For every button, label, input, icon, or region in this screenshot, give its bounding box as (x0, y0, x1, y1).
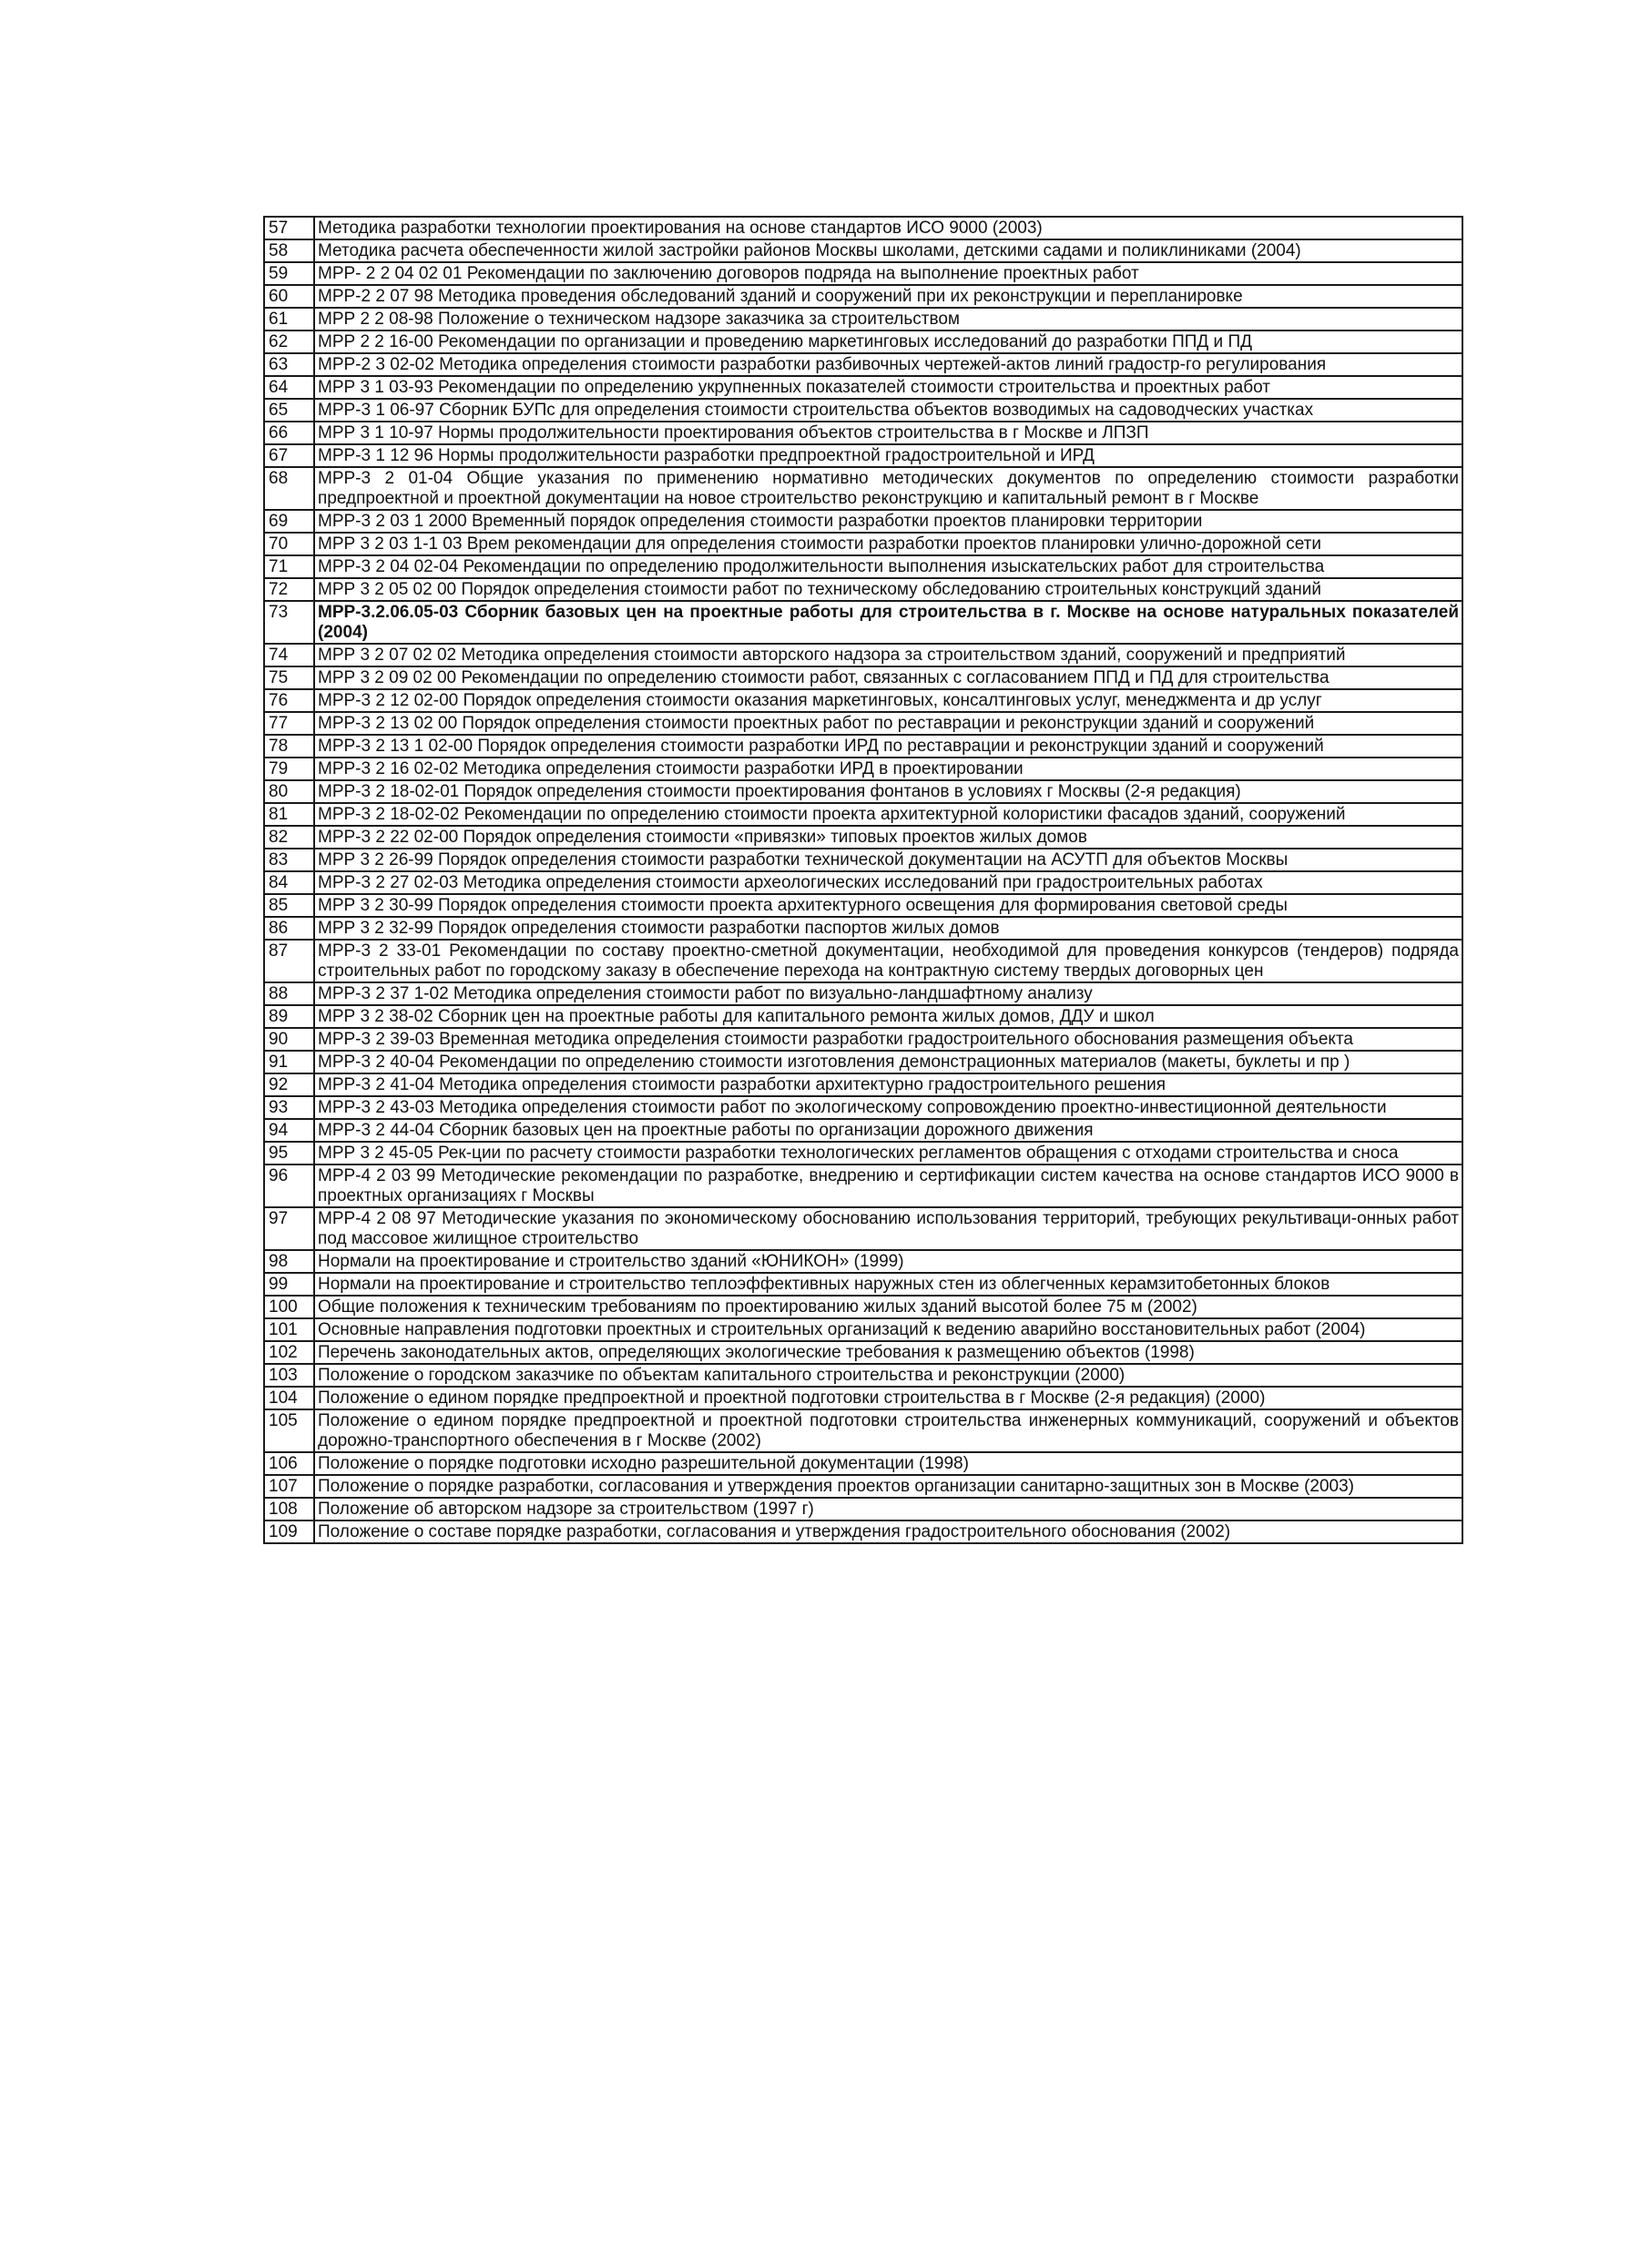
table-row (264, 510, 1462, 533)
row-number: 90 (264, 1028, 314, 1051)
table-row (264, 285, 1462, 308)
row-number: 101 (264, 1318, 314, 1341)
row-number: 98 (264, 1250, 314, 1273)
row-number: 75 (264, 666, 314, 689)
row-number: 65 (264, 399, 314, 422)
document-title: МРР 3 2 09 02 00 Рекомендации по определению стоимости работ, связанных с согласованием ППД и ПД для строительства (314, 666, 1462, 689)
table-row (264, 780, 1462, 803)
row-number: 60 (264, 285, 314, 308)
row-number: 72 (264, 578, 314, 601)
document-title: МРР-4 2 03 99 Методические рекомендации по разработке, внедрению и сертификации систем качества на основе стандартов ИСО 9000 в проектных организациях г Москвы (314, 1165, 1462, 1207)
table-row (264, 376, 1462, 399)
row-number: 59 (264, 262, 314, 285)
table-row (264, 555, 1462, 578)
table-row (264, 1096, 1462, 1119)
document-title: МРР-3 2 12 02-00 Порядок определения стоимости оказания маркетинговых, консалтинговых услуг, менеджмента и др услуг (314, 689, 1462, 712)
table-row (264, 712, 1462, 735)
document-title: Положение о порядке разработки, согласования и утверждения проектов организации санитарно-защитных зон в Москве (2003) (314, 1475, 1462, 1498)
document-title: МРР-3 2 13 1 02-00 Порядок определения стоимости разработки ИРД по реставрации и реконструкции зданий и сооружений (314, 735, 1462, 758)
row-number: 58 (264, 239, 314, 262)
document-title: МРР-2 2 07 98 Методика проведения обследований зданий и сооружений при их реконструкции и перепланировке (314, 285, 1462, 308)
table-row (264, 689, 1462, 712)
row-number: 94 (264, 1119, 314, 1142)
table-row (264, 1452, 1462, 1475)
documents-table-body (264, 217, 1462, 1543)
table-row (264, 262, 1462, 285)
table-row (264, 533, 1462, 555)
documents-table (263, 216, 1463, 1544)
table-row (264, 1498, 1462, 1520)
table-row (264, 849, 1462, 871)
table-row (264, 1409, 1462, 1452)
row-number: 92 (264, 1073, 314, 1096)
table-row (264, 1028, 1462, 1051)
row-number: 74 (264, 644, 314, 666)
table-row (264, 467, 1462, 510)
document-title: Положение о едином порядке предпроектной и проектной подготовки строительства в г Москве (2-я редакция) (2000) (314, 1387, 1462, 1409)
document-title: МРР-3 2 44-04 Сборник базовых цен на проектные работы по организации дорожного движения (314, 1119, 1462, 1142)
table-row (264, 917, 1462, 940)
table-row (264, 1250, 1462, 1273)
row-number: 97 (264, 1207, 314, 1250)
table-row (264, 239, 1462, 262)
table-row (264, 1165, 1462, 1207)
document-title: МРР-3 2 18-02-01 Порядок определения стоимости проектирования фонтанов в условиях г Москвы (2-я редакция) (314, 780, 1462, 803)
row-number: 87 (264, 940, 314, 982)
document-title: МРР-3 2 41-04 Методика определения стоимости разработки архитектурно градостроительного решения (314, 1073, 1462, 1096)
table-row (264, 1475, 1462, 1498)
document-title: МРР-3 2 03 1 2000 Временный порядок определения стоимости разработки проектов планировки территории (314, 510, 1462, 533)
row-number: 86 (264, 917, 314, 940)
row-number: 76 (264, 689, 314, 712)
document-title: Общие положения к техническим требованиям по проектированию жилых зданий высотой более 75 м (2002) (314, 1296, 1462, 1318)
row-number: 102 (264, 1341, 314, 1364)
document-title: МРР 2 2 08-98 Положение о техническом надзоре заказчика за строительством (314, 308, 1462, 331)
table-row (264, 871, 1462, 894)
row-number: 57 (264, 217, 314, 239)
row-number: 78 (264, 735, 314, 758)
table-row (264, 578, 1462, 601)
document-title: МРР 3 2 26-99 Порядок определения стоимости разработки технической документации на АСУТП для объектов Москвы (314, 849, 1462, 871)
table-row (264, 940, 1462, 982)
table-row (264, 1207, 1462, 1250)
table-row (264, 1051, 1462, 1073)
table-row (264, 826, 1462, 849)
document-title: МРР-3 2 40-04 Рекомендации по определению стоимости изготовления демонстрационных материалов (макеты, буклеты и пр ) (314, 1051, 1462, 1073)
row-number: 107 (264, 1475, 314, 1498)
row-number: 85 (264, 894, 314, 917)
document-title: Основные направления подготовки проектных и строительных организаций к ведению аварийно восстановительных работ (2004) (314, 1318, 1462, 1341)
row-number: 103 (264, 1364, 314, 1387)
document-title: МРР 3 2 03 1-1 03 Врем рекомендации для определения стоимости разработки проектов планировки улично-дорожной сети (314, 533, 1462, 555)
table-row (264, 1073, 1462, 1096)
document-title: Методика разработки технологии проектирования на основе стандартов ИСО 9000 (2003) (314, 217, 1462, 239)
row-number: 99 (264, 1273, 314, 1296)
document-title: Методика расчета обеспеченности жилой застройки районов Москвы школами, детскими садами и поликлиниками (2004) (314, 239, 1462, 262)
row-number: 71 (264, 555, 314, 578)
document-title: МРР-3.2.06.05-03 Сборник базовых цен на проектные работы для строительства в г. Москве на основе натуральных показателей (2004) (314, 601, 1462, 644)
document-title: МРР 3 2 30-99 Порядок определения стоимости проекта архитектурного освещения для формирования световой среды (314, 894, 1462, 917)
row-number: 64 (264, 376, 314, 399)
document-title: МРР-3 2 39-03 Временная методика определения стоимости разработки градостроительного обоснования размещения объекта (314, 1028, 1462, 1051)
document-title: Положение о порядке подготовки исходно разрешительной документации (1998) (314, 1452, 1462, 1475)
row-number: 67 (264, 444, 314, 467)
document-title: МРР 3 2 07 02 02 Методика определения стоимости авторского надзора за строительством зданий, сооружений и предприятий (314, 644, 1462, 666)
row-number: 96 (264, 1165, 314, 1207)
row-number: 82 (264, 826, 314, 849)
table-row (264, 1341, 1462, 1364)
document-title: МРР-3 2 37 1-02 Методика определения стоимости работ по визуально-ландшафтному анализу (314, 982, 1462, 1005)
row-number: 89 (264, 1005, 314, 1028)
row-number: 109 (264, 1520, 314, 1543)
row-number: 70 (264, 533, 314, 555)
row-number: 61 (264, 308, 314, 331)
document-title: МРР-4 2 08 97 Методические указания по экономическому обоснованию использования территорий, требующих рекультиваци-онных работ под массовое жилищное строительство (314, 1207, 1462, 1250)
table-row (264, 666, 1462, 689)
document-title: МРР-3 2 22 02-00 Порядок определения стоимости «привязки» типовых проектов жилых домов (314, 826, 1462, 849)
document-title: МРР-3 2 18-02-02 Рекомендации по определению стоимости проекта архитектурной колористики фасадов зданий, сооружений (314, 803, 1462, 826)
row-number: 83 (264, 849, 314, 871)
row-number: 80 (264, 780, 314, 803)
table-row (264, 1520, 1462, 1543)
table-row (264, 331, 1462, 353)
document-title: МРР-3 2 01-04 Общие указания по применению нормативно методических документов по определению стоимости разработки предпроектной и проектной документации на новое строительство реконструкцию и капитальный ремонт в г Москве (314, 467, 1462, 510)
row-number: 95 (264, 1142, 314, 1165)
document-title: МРР-3 2 04 02-04 Рекомендации по определению продолжительности выполнения изыскательских работ для строительства (314, 555, 1462, 578)
row-number: 79 (264, 758, 314, 780)
row-number: 100 (264, 1296, 314, 1318)
table-row (264, 803, 1462, 826)
document-title: МРР-3 2 27 02-03 Методика определения стоимости археологических исследований при градостроительных работах (314, 871, 1462, 894)
row-number: 91 (264, 1051, 314, 1073)
row-number: 62 (264, 331, 314, 353)
table-row (264, 217, 1462, 239)
document-title: МРР- 2 2 04 02 01 Рекомендации по заключению договоров подряда на выполнение проектных работ (314, 262, 1462, 285)
document-title: МРР-3 1 06-97 Сборник БУПс для определения стоимости строительства объектов возводимых на садоводческих участках (314, 399, 1462, 422)
document-title: МРР 2 2 16-00 Рекомендации по организации и проведению маркетинговых исследований до разработки ППД и ПД (314, 331, 1462, 353)
document-title: МРР-3 2 13 02 00 Порядок определения стоимости проектных работ по реставрации и реконструкции зданий и сооружений (314, 712, 1462, 735)
table-row (264, 308, 1462, 331)
document-title: МРР 3 1 03-93 Рекомендации по определению укрупненных показателей стоимости строительства и проектных работ (314, 376, 1462, 399)
document-title: Положение о едином порядке предпроектной и проектной подготовки строительства инженерных коммуникаций, сооружений и объектов дорожно-транспортного обеспечения в г Москве (2002) (314, 1409, 1462, 1452)
document-title: МРР-3 2 33-01 Рекомендации по составу проектно-сметной документации, необходимой для проведения конкурсов (тендеров) подряда строительных работ по городскому заказу в обеспечение перехода на контрактную систему твердых договорных цен (314, 940, 1462, 982)
table-row (264, 1387, 1462, 1409)
table-row (264, 982, 1462, 1005)
row-number: 105 (264, 1409, 314, 1452)
document-title: МРР 3 2 45-05 Рек-ции по расчету стоимости разработки технологических регламентов обращения с отходами строительства и сноса (314, 1142, 1462, 1165)
table-row (264, 1119, 1462, 1142)
row-number: 69 (264, 510, 314, 533)
table-row (264, 644, 1462, 666)
document-title: МРР-3 2 16 02-02 Методика определения стоимости разработки ИРД в проектировании (314, 758, 1462, 780)
table-row (264, 444, 1462, 467)
table-row (264, 1318, 1462, 1341)
row-number: 77 (264, 712, 314, 735)
document-title: Нормали на проектирование и строительство теплоэффективных наружных стен из облегченных керамзитобетонных блоков (314, 1273, 1462, 1296)
table-row (264, 399, 1462, 422)
table-row (264, 1005, 1462, 1028)
document-title: МРР-3 1 12 96 Нормы продолжительности разработки предпроектной градостроительной и ИРД (314, 444, 1462, 467)
row-number: 68 (264, 467, 314, 510)
row-number: 66 (264, 422, 314, 444)
row-number: 88 (264, 982, 314, 1005)
table-row (264, 1273, 1462, 1296)
document-title: МРР-3 2 43-03 Методика определения стоимости работ по экологическому сопровождению проектно-инвестиционной деятельности (314, 1096, 1462, 1119)
table-row (264, 1296, 1462, 1318)
row-number: 63 (264, 353, 314, 376)
document-title: Положение о городском заказчике по объектам капитального строительства и реконструкции (2000) (314, 1364, 1462, 1387)
table-row (264, 735, 1462, 758)
row-number: 106 (264, 1452, 314, 1475)
row-number: 108 (264, 1498, 314, 1520)
table-row (264, 422, 1462, 444)
row-number: 73 (264, 601, 314, 644)
document-title: МРР 3 2 32-99 Порядок определения стоимости разработки паспортов жилых домов (314, 917, 1462, 940)
document-title: Положение об авторском надзоре за строительством (1997 г) (314, 1498, 1462, 1520)
document-title: МРР 3 2 05 02 00 Порядок определения стоимости работ по техническому обследованию строительных конструкций зданий (314, 578, 1462, 601)
table-row (264, 894, 1462, 917)
row-number: 81 (264, 803, 314, 826)
row-number: 84 (264, 871, 314, 894)
document-title: Перечень законодательных актов, определяющих экологические требования к размещению объектов (1998) (314, 1341, 1462, 1364)
table-row (264, 1142, 1462, 1165)
table-row (264, 1364, 1462, 1387)
document-title: МРР-2 3 02-02 Методика определения стоимости разработки разбивочных чертежей-актов линий градостр-го регулирования (314, 353, 1462, 376)
document-title: Положение о составе порядке разработки, согласования и утверждения градостроительного обоснования (2002) (314, 1520, 1462, 1543)
row-number: 104 (264, 1387, 314, 1409)
document-title: Нормали на проектирование и строительство зданий «ЮНИКОН» (1999) (314, 1250, 1462, 1273)
table-row (264, 353, 1462, 376)
document-title: МРР 3 1 10-97 Нормы продолжительности проектирования объектов строительства в г Москве и ЛПЗП (314, 422, 1462, 444)
table-row (264, 601, 1462, 644)
document-title: МРР 3 2 38-02 Сборник цен на проектные работы для капитального ремонта жилых домов, ДДУ и школ (314, 1005, 1462, 1028)
table-row (264, 758, 1462, 780)
row-number: 93 (264, 1096, 314, 1119)
